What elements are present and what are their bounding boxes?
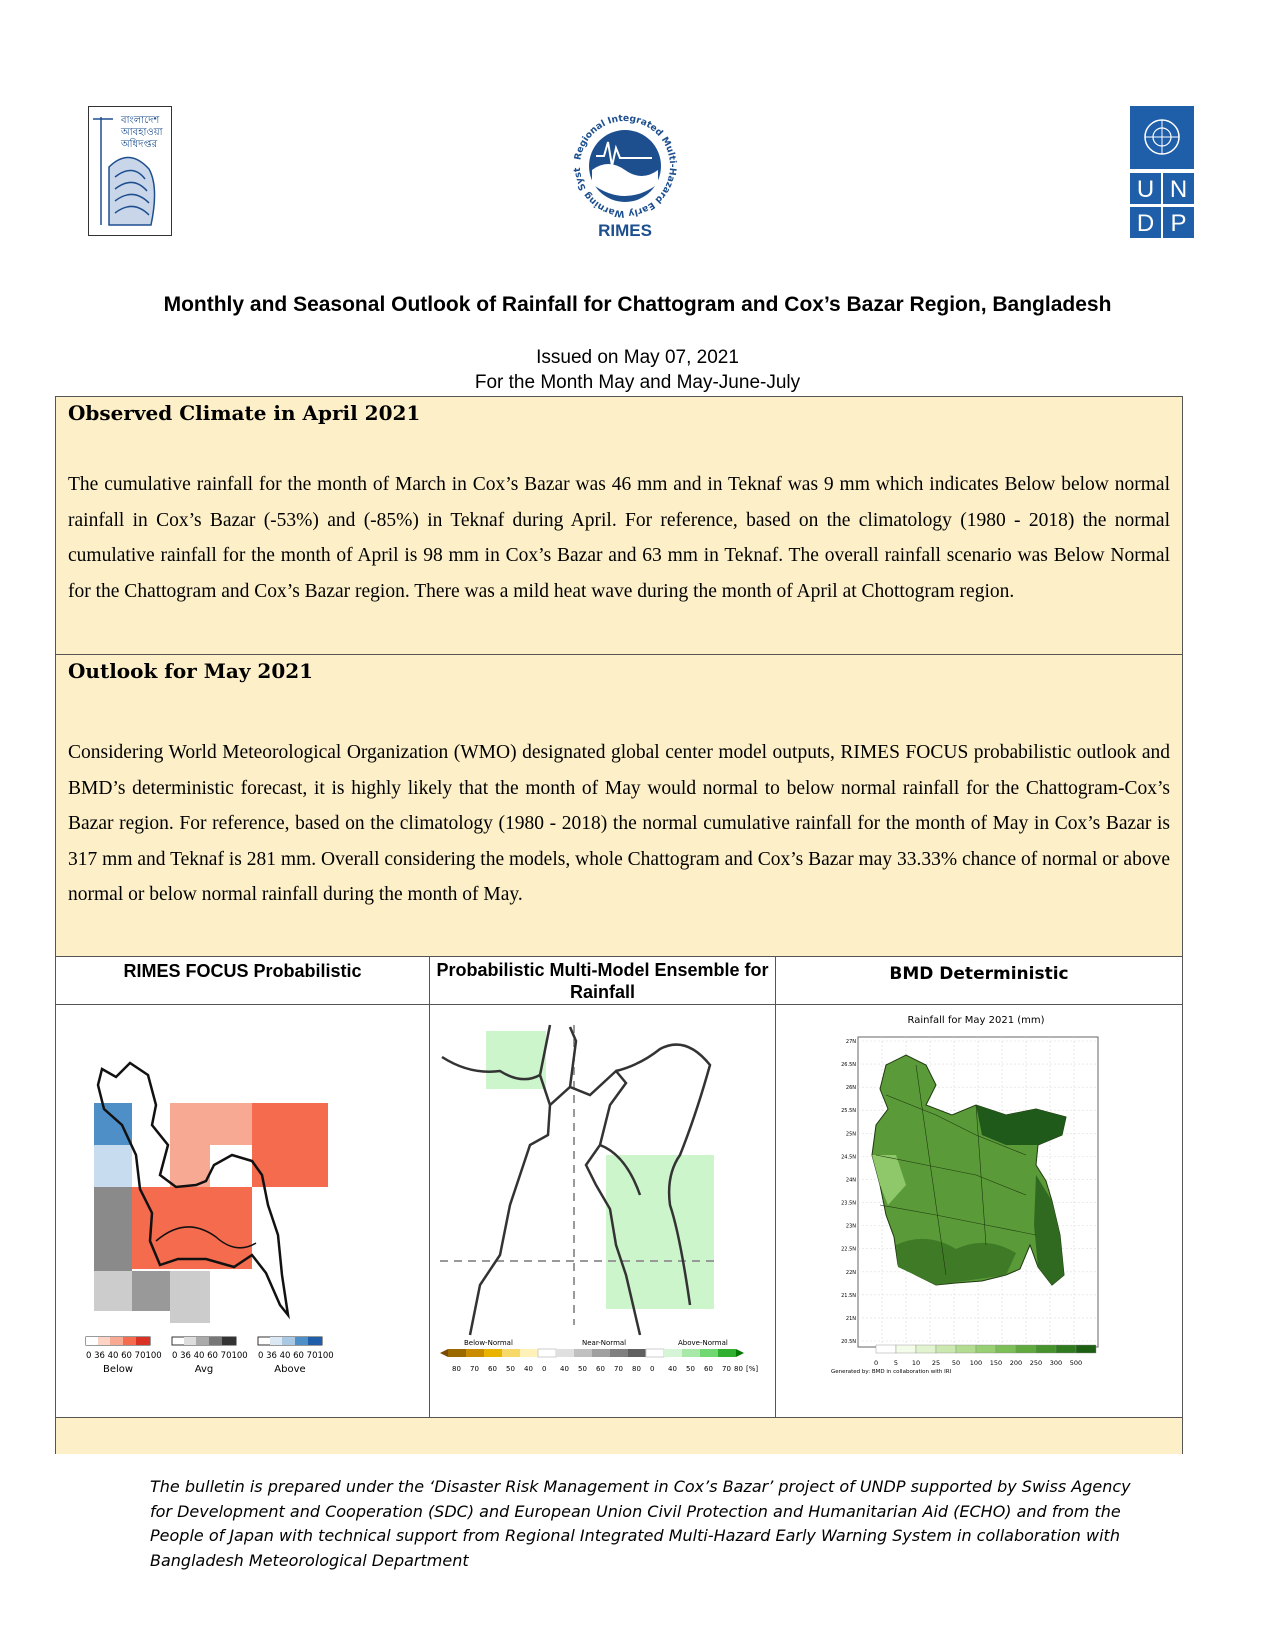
mme-legend-tick: 60 [488,1365,497,1373]
issued-date: Issued on May 07, 2021 [536,347,739,368]
bmd-scale-tick: 10 [911,1359,921,1367]
mme-legend-tick: 50 [578,1365,587,1373]
rimes-ring-text: Regional Integrated Multi-Hazard Early Warning Syst [571,112,679,220]
bmd-scale-swatch [996,1345,1016,1353]
bmd-scale-swatch [916,1345,936,1353]
bmd-lat-tick: 23N [845,1223,856,1230]
mme-map [430,1005,776,1417]
bmd-lat-tick: 24.5N [841,1154,856,1161]
empty-row [56,1417,1182,1454]
bmd-logo-line-2: আবহাওয়া [121,127,163,138]
observed-heading: Observed Climate in April 2021 [68,401,421,425]
outlook-section [55,654,1183,956]
focus-map-cell [56,1005,430,1417]
focus-legend-ticks-avg: 0 36 40 60 70100 [172,1351,248,1361]
undp-letter-p: P [1170,210,1187,237]
mme-legend-tick: 40 [524,1365,533,1373]
mme-legend-tick: 0 [650,1365,655,1373]
mme-legend-above: Above-Normal [678,1339,728,1347]
undp-letter-u: U [1136,176,1155,203]
bmd-logo-line-3: অধিদপ্তর [121,139,158,150]
bmd-lat-tick: 21N [845,1315,856,1322]
bmd-scale-tick: 300 [1049,1359,1063,1367]
mme-legend-tick: [%] [746,1365,759,1373]
mme-legend-tick: 50 [686,1365,695,1373]
mme-legend-tick: 60 [596,1365,605,1373]
bmd-scale-swatch [936,1345,956,1353]
undp-letter-d: D [1136,210,1155,237]
col-header-mme: Probabilistic Multi-Model Ensemble for Rainfall [430,957,776,1005]
bmd-scale-tick: 500 [1069,1359,1083,1367]
bmd-map-credit: Generated by: BMD in collaboration with IRI [831,1369,952,1375]
bmd-scale-swatch [896,1345,916,1353]
mme-legend-tick: 70 [722,1365,731,1373]
observed-body: The cumulative rainfall for the month of March in Cox’s Bazar was 46 mm and in Teknaf was 9 mm which indicates Below below normal rainfall in Cox’s Bazar (-53%) and (-85%) in Teknaf during April. For reference, based on the climatology (1980 - 2018) the normal cumulative rainfall for the month of April is 98 mm in Cox’s Bazar and 63 mm in Teknaf. The overall rainfall scenario was Below Normal for the Chattogram and Cox’s Bazar region. There was a mild heat wave during the month of April at Chottogram region. [68,474,1170,602]
bmd-lat-tick: 25N [845,1131,856,1138]
undp-letter-n: N [1169,176,1188,203]
rimes-logo [560,104,690,244]
mme-legend-below: Below-Normal [464,1339,513,1347]
bmd-lat-tick: 27N [845,1039,856,1045]
bmd-scale-swatch [1076,1345,1096,1353]
mme-legend-tick: 80 [734,1365,743,1373]
mme-legend-tick: 50 [506,1365,515,1373]
focus-legend-above: Above [274,1364,306,1375]
bmd-map-title: Rainfall for May 2021 (mm) [907,1015,1045,1026]
rimes-label: RIMES [598,221,652,240]
bmd-scale-tick: 5 [893,1359,899,1367]
outlook-body: Considering World Meteorological Organization (WMO) designated global center model outputs, RIMES FOCUS probabilistic outlook and BMD’s deterministic forecast, it is highly likely that the month of May would normal to below normal rainfall for the Chattogram-Cox’s Bazar region. For reference, based on the climatology (1980 - 2018) the normal cumulative rainfall for the month of May in Cox’s Bazar is 317 mm and Teknaf is 281 mm. Overall considering the models, whole Chattogram and Cox’s Bazar may 33.33% chance of normal or above normal or below normal rainfall during the month of May. [68,742,1170,905]
bmd-scale-swatch [976,1345,996,1353]
bmd-map [776,1005,1182,1417]
bmd-lat-tick: 22N [845,1269,856,1276]
bmd-scale-tick: 100 [969,1359,983,1367]
bmd-scale-tick: 200 [1009,1359,1023,1367]
mme-legend-tick: 60 [704,1365,713,1373]
undp-logo [1130,106,1194,239]
mme-legend-near: Near-Normal [582,1339,627,1347]
bmd-lat-tick: 21.5N [841,1292,856,1299]
page-title: Monthly and Seasonal Outlook of Rainfall for Chattogram and Cox’s Bazar Region, Bangladesh [163,293,1112,316]
bmd-logo [88,106,172,236]
observed-climate-section [55,396,1183,654]
bmd-scale-swatch [1016,1345,1036,1353]
outlook-heading: Outlook for May 2021 [68,659,314,683]
bmd-scale-swatch [1056,1345,1076,1353]
bmd-scale-swatch [1036,1345,1056,1353]
mme-legend-tick: 80 [452,1365,461,1373]
bmd-scale-tick: 25 [931,1359,941,1367]
mme-legend-tick: 0 [542,1365,547,1373]
bmd-scale-swatch [876,1345,896,1353]
focus-legend-below: Below [102,1364,134,1375]
mme-legend-tick: 70 [470,1365,479,1373]
bmd-scale-tick: 250 [1029,1359,1043,1367]
mme-legend-tick: 70 [614,1365,623,1373]
footer-note: The bulletin is prepared under the ‘Disaster Risk Management in Cox’s Bazar’ project of UNDP supported by Swiss Agency for Development and Cooperation (SDC) and European Union Civil Protection and Humanitarian Aid (ECHO) and from the People of Japan with technical support from Regional Integrated Multi-Hazard Early Warning System in collaboration with Bangladesh Meteorological Department [150,1477,1131,1570]
bmd-lat-tick: 20.5N [841,1339,856,1345]
bmd-scale-tick: 0 [873,1359,879,1367]
col-header-focus: RIMES FOCUS Probabilistic [56,957,430,1005]
forecast-period: For the Month May and May-June-July [474,372,801,393]
bmd-logo-line-1: বাংলাদেশ [121,115,160,126]
mme-legend-tick: 40 [668,1365,677,1373]
focus-legend-avg: Avg [194,1364,214,1375]
bmd-lat-tick: 25.5N [841,1108,856,1115]
bmd-scale-tick: 150 [989,1359,1003,1367]
focus-map [56,1005,430,1417]
bmd-lat-tick: 22.5N [841,1246,856,1253]
focus-legend-ticks-above: 0 36 40 60 70100 [258,1351,334,1361]
mme-map-cell [430,1005,776,1417]
focus-legend-ticks-below: 0 36 40 60 70100 [86,1351,162,1361]
bmd-lat-tick: 23.5N [841,1200,856,1207]
col-header-bmd: BMD Deterministic [776,957,1182,1005]
bmd-map-cell [776,1005,1182,1417]
mme-legend-tick: 80 [632,1365,641,1373]
bmd-lat-tick: 26N [845,1085,856,1092]
bmd-lat-tick: 26.5N [841,1062,856,1069]
bmd-lat-tick: 24N [845,1177,856,1184]
bmd-scale-swatch [956,1345,976,1353]
bmd-scale-tick: 50 [951,1359,961,1367]
maps-table [55,956,1183,1454]
mme-legend-tick: 40 [560,1365,569,1373]
